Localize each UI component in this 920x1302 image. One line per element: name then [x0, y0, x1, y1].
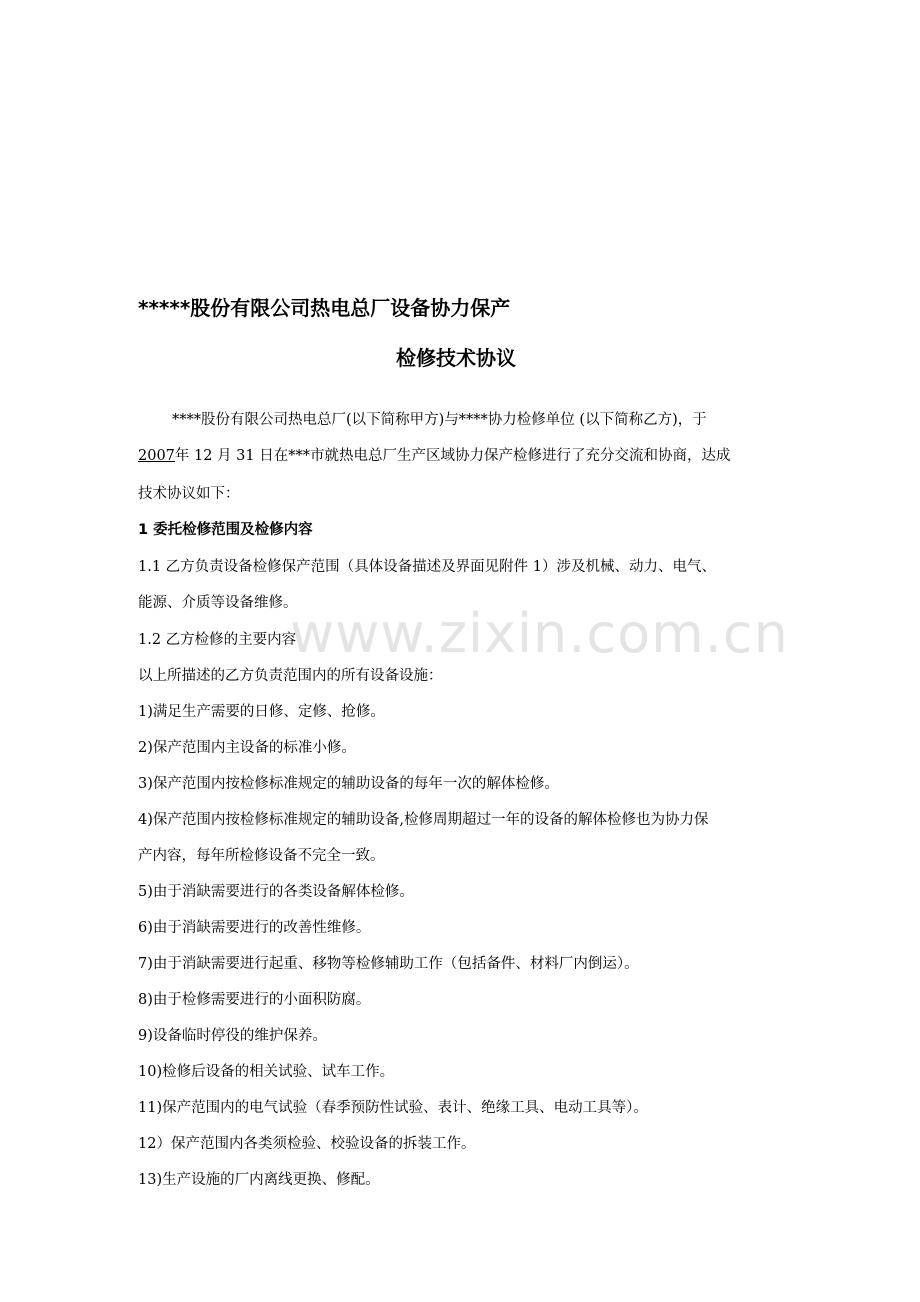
list-item: 12）保产范围内各类须检验、校验设备的拆装工作。: [138, 1136, 476, 1152]
intro-line-2-text: 年 12 月 31 日在***市就热电总厂生产区域协力保产检修进行了充分交流和协商，达成: [174, 448, 731, 464]
section-1-lead: 以上所描述的乙方负责范围内的所有设备设施：: [138, 668, 443, 684]
item-1-1-line-2: 能源、介质等设备维修。: [138, 595, 298, 611]
section-1-heading: 1 委托检修范围及检修内容: [138, 522, 313, 538]
list-item: 2)保产范围内主设备的标准小修。: [138, 740, 356, 756]
list-item: 10)检修后设备的相关试验、试车工作。: [138, 1064, 395, 1080]
list-item: 1)满足生产需要的日修、定修、抢修。: [138, 704, 385, 720]
list-item: 7)由于消缺需要进行起重、移物等检修辅助工作（包括备件、材料厂内倒运）。: [138, 956, 639, 972]
list-item: 4)保产范围内按检修标准规定的辅助设备,检修周期超过一年的设备的解体检修也为协力保: [138, 812, 709, 828]
list-item: 6)由于消缺需要进行的改善性维修。: [138, 920, 371, 936]
item-1-1-line-1: 1.1 乙方负责设备检修保产范围（具体设备描述及界面见附件 1）涉及机械、动力、电气、: [138, 559, 716, 575]
list-item: 9)设备临时停役的维护保养。: [138, 1028, 327, 1044]
list-item: 11)保产范围内的电气试验（春季预防性试验、表计、绝缘工具、电动工具等）。: [138, 1100, 648, 1116]
intro-line-2: [138, 444, 731, 465]
intro-line-1: ****股份有限公司热电总厂(以下简称甲方)与****协力检修单位 (以下简称乙方)，于: [172, 412, 707, 428]
intro-year: 2007: [138, 448, 175, 464]
list-item: 产内容，每年所检修设备不完全一致。: [138, 848, 385, 864]
list-item: 8)由于检修需要进行的小面积防腐。: [138, 992, 371, 1008]
document-title-line2: 检修技术协议: [396, 346, 516, 370]
list-item: 5)由于消缺需要进行的各类设备解体检修。: [138, 884, 414, 900]
document-title-line1: *****股份有限公司热电总厂设备协力保产: [138, 296, 511, 320]
list-item: 13)生产设施的厂内离线更换、修配。: [138, 1172, 380, 1188]
list-item: 3)保产范围内按检修标准规定的辅助设备的每年一次的解体检修。: [138, 776, 559, 792]
watermark-text: www.zixin.com.cn: [290, 602, 789, 665]
item-1-2: 1.2 乙方检修的主要内容: [138, 632, 297, 648]
intro-line-3: 技术协议如下：: [138, 486, 240, 502]
